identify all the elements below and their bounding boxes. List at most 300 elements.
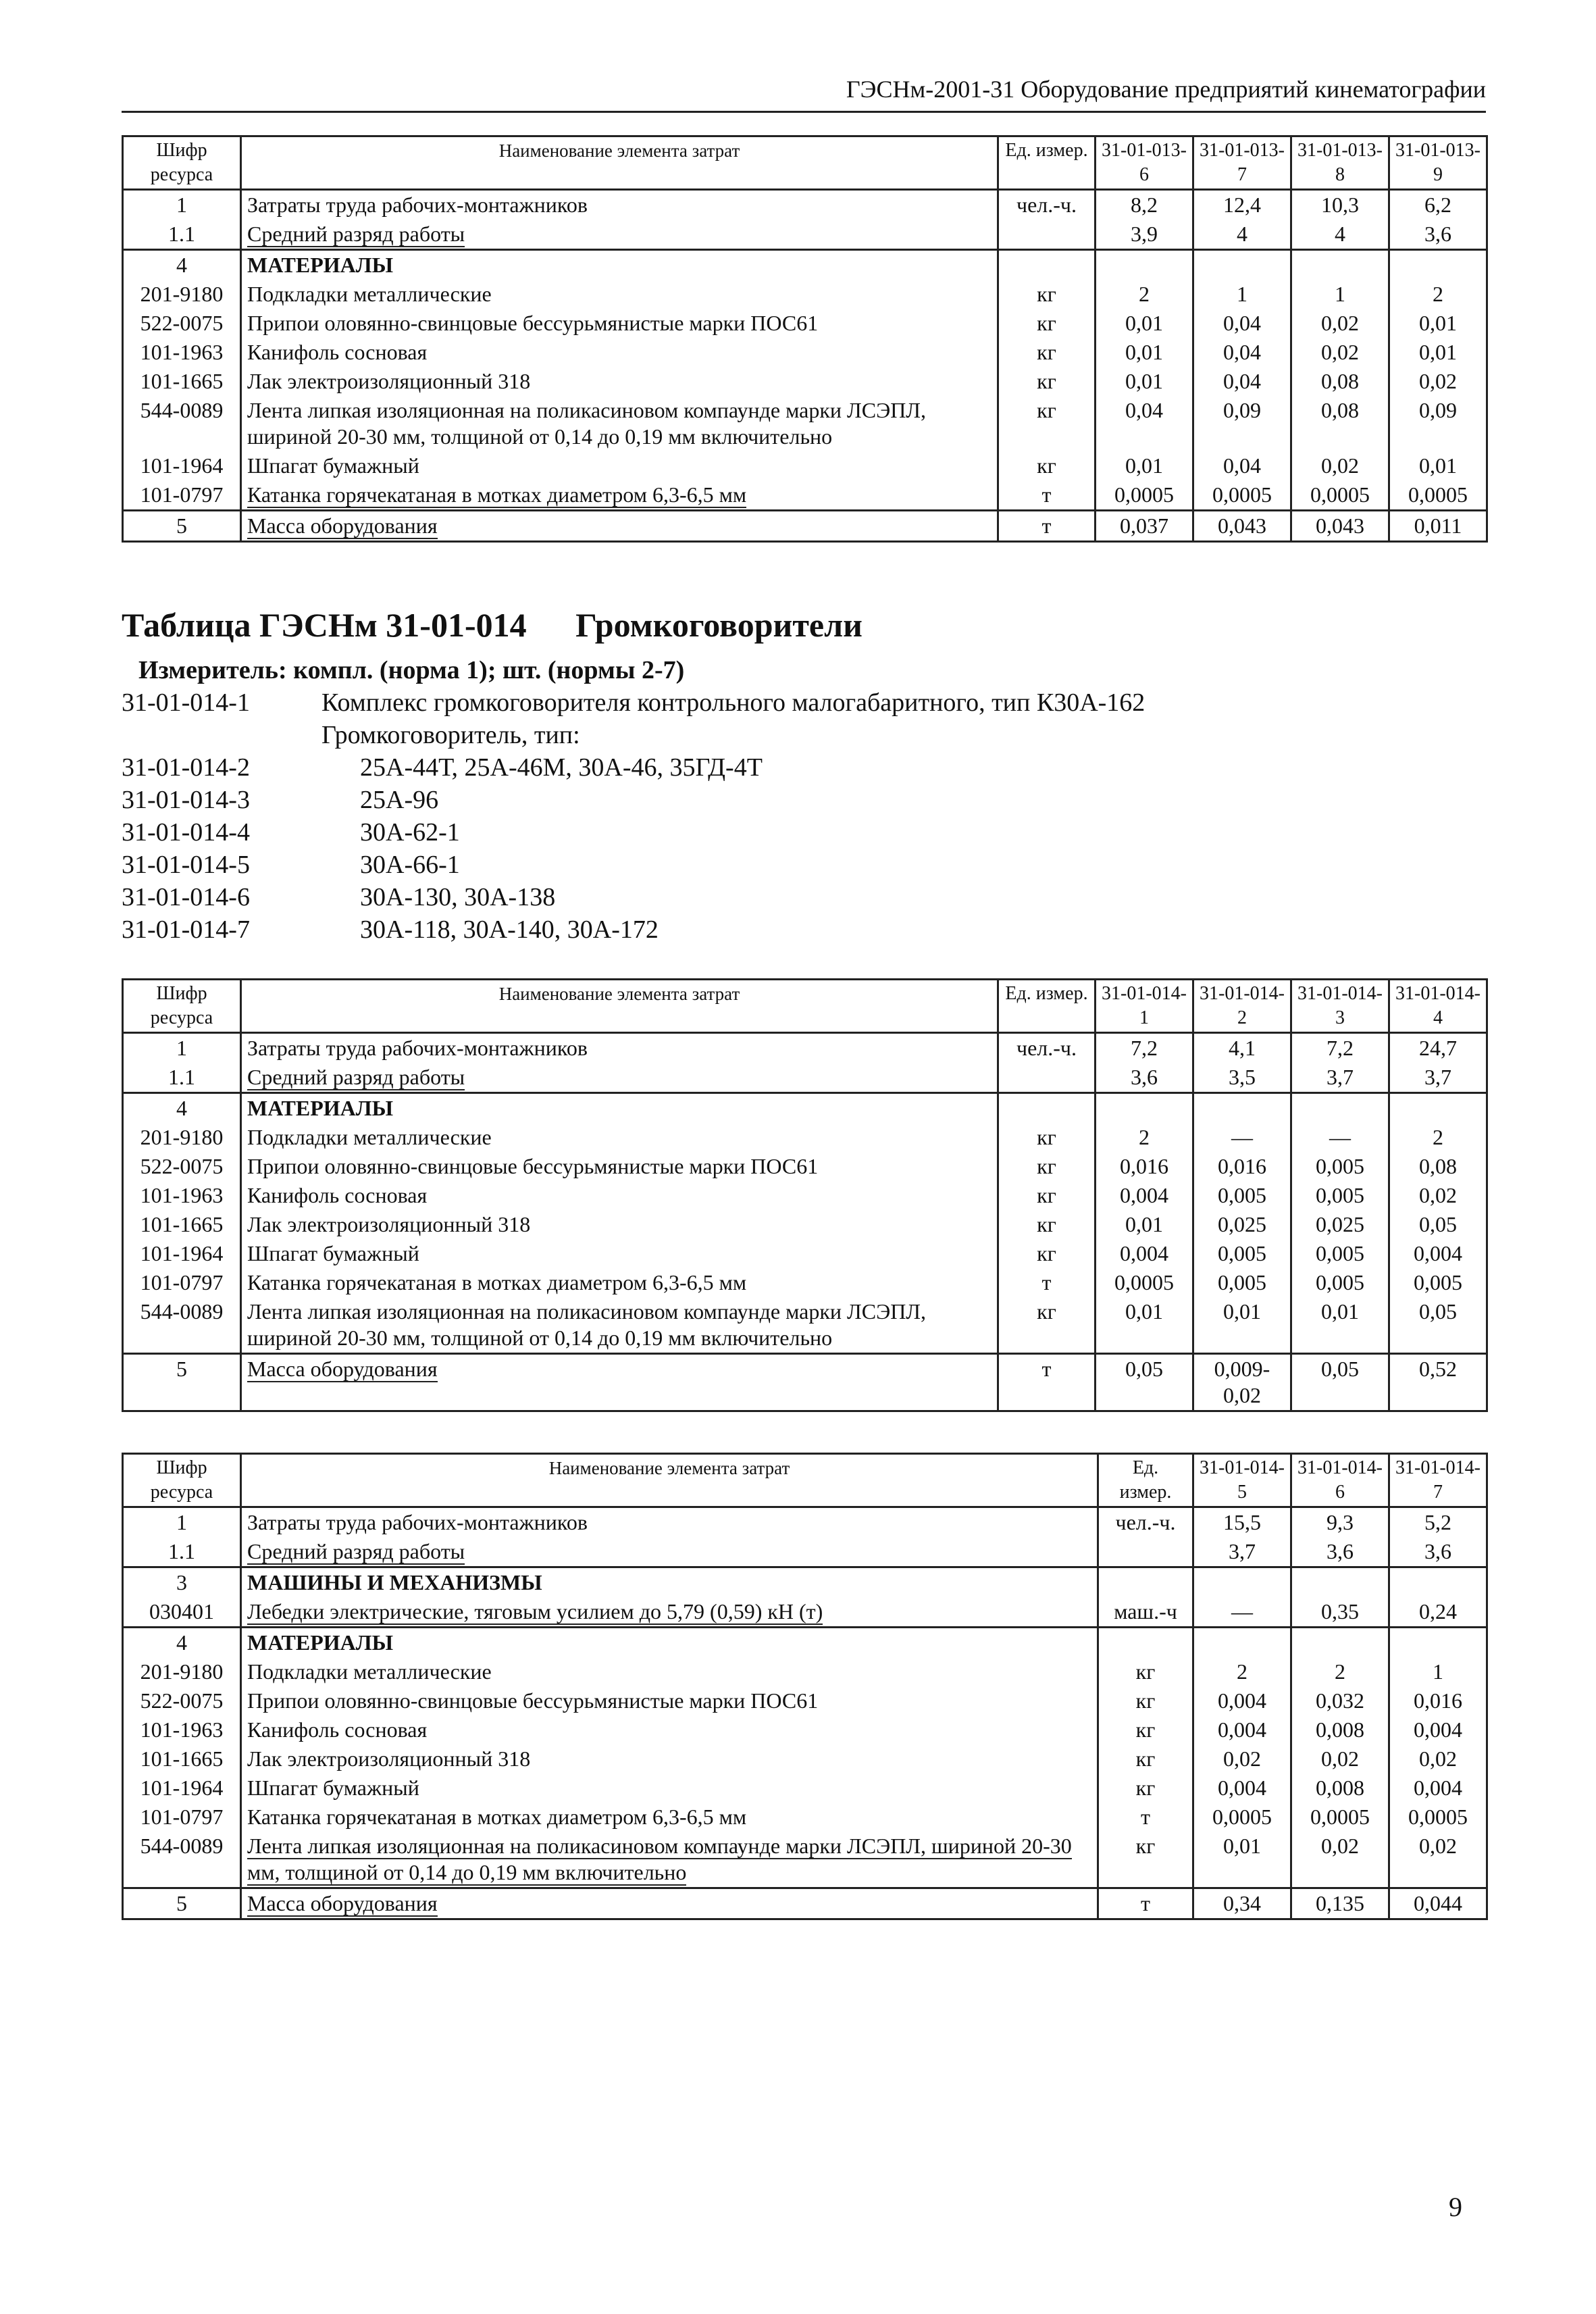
cell-value: 0,016: [1389, 1686, 1487, 1715]
cell-value: 0,52: [1389, 1354, 1487, 1411]
cell-unit: кг: [1098, 1657, 1193, 1686]
cell-value: 3,6: [1096, 1063, 1193, 1093]
cell-value: 4: [1291, 220, 1389, 250]
table-row: [123, 451, 1487, 480]
cell-code: 544-0089: [123, 1297, 241, 1354]
header-name: Наименование элемента затрат: [241, 980, 998, 1033]
cell-value: 2: [1389, 1123, 1487, 1152]
norm-description: 25А-44Т, 25А-46М, 30А-46, 35ГД-4Т: [360, 753, 763, 782]
cell-value: 0,01: [1096, 338, 1193, 367]
norm-description: Громкоговоритель, тип:: [321, 721, 580, 749]
cell-code: 101-1964: [123, 451, 241, 480]
cell-value: 0,01: [1096, 1210, 1193, 1239]
cell-value: [1291, 250, 1389, 280]
norm-code: 31-01-014-3: [122, 786, 250, 814]
cell-value: 9,3: [1291, 1507, 1389, 1538]
cell-value: 0,016: [1096, 1152, 1193, 1181]
norm-description: 30А-118, 30А-140, 30А-172: [360, 915, 659, 944]
cell-unit: т: [1098, 1803, 1193, 1832]
cell-value: 0,005: [1389, 1268, 1487, 1297]
cell-unit: чел.-ч.: [998, 190, 1096, 220]
table-row: [123, 1744, 1487, 1774]
table-row: [123, 1210, 1487, 1239]
cell-value: 0,02: [1291, 338, 1389, 367]
norm-description: Комплекс громкоговорителя контрольного малогабаритного, тип К30А-162: [321, 688, 1145, 717]
cell-value: 0,05: [1096, 1354, 1193, 1411]
cell-code: 522-0075: [123, 1152, 241, 1181]
cell-value: 0,005: [1193, 1268, 1291, 1297]
cell-name: Средний разряд работы: [241, 1537, 1098, 1567]
cell-name: Средний разряд работы: [241, 220, 998, 250]
cell-code: 5: [123, 1888, 241, 1919]
table-row: [123, 1597, 1487, 1628]
cell-name: Припои оловянно-свинцовые бессурьмянистые марки ПОС61: [241, 1152, 998, 1181]
table-row: [123, 1297, 1487, 1354]
cell-value: 0,005: [1291, 1239, 1389, 1268]
table-row: [123, 396, 1487, 451]
cell-unit: [1098, 1567, 1193, 1598]
cell-code: 101-1665: [123, 367, 241, 396]
cell-code: 522-0075: [123, 1686, 241, 1715]
cell-value: 0,34: [1193, 1888, 1291, 1919]
cell-value: 0,02: [1389, 1181, 1487, 1210]
table-title: [122, 603, 863, 647]
cell-code: 101-1963: [123, 338, 241, 367]
cell-code: 1.1: [123, 1063, 241, 1093]
cell-unit: [998, 1093, 1096, 1124]
cell-value: 0,005: [1291, 1152, 1389, 1181]
cell-code: 1: [123, 190, 241, 220]
cell-value: 0,04: [1096, 396, 1193, 451]
header-unit: Ед. измер.: [998, 980, 1096, 1033]
cell-value: 2: [1193, 1657, 1291, 1686]
cell-value: 0,004: [1389, 1715, 1487, 1744]
table-row: [123, 1354, 1487, 1411]
cell-value: 8,2: [1096, 190, 1193, 220]
table-row: [123, 1888, 1487, 1919]
cell-value: 4,1: [1193, 1033, 1291, 1063]
cell-unit: т: [998, 480, 1096, 511]
table-row: [123, 1832, 1487, 1888]
cell-value: 0,009-0,02: [1193, 1354, 1291, 1411]
cell-name: Лак электроизоляционный 318: [241, 1210, 998, 1239]
cell-unit: [1098, 1628, 1193, 1658]
cell-value: 0,0005: [1291, 1803, 1389, 1832]
cell-code: 1.1: [123, 220, 241, 250]
cell-value: —: [1193, 1123, 1291, 1152]
cell-value: 2: [1096, 1123, 1193, 1152]
cell-name: Лак электроизоляционный 318: [241, 1744, 1098, 1774]
header-name: Наименование элемента затрат: [241, 136, 998, 190]
cell-name: Канифоль сосновая: [241, 338, 998, 367]
cell-unit: кг: [998, 451, 1096, 480]
cell-value: 0,0005: [1389, 1803, 1487, 1832]
cell-value: 0,01: [1096, 367, 1193, 396]
cell-code: 101-0797: [123, 480, 241, 511]
cell-name: МАТЕРИАЛЫ: [241, 1093, 998, 1124]
cell-code: 4: [123, 1093, 241, 1124]
cell-code: 201-9180: [123, 280, 241, 309]
cell-value: 0,02: [1291, 451, 1389, 480]
cell-name: Масса оборудования: [241, 1354, 998, 1411]
cell-name: Затраты труда рабочих-монтажников: [241, 1507, 1098, 1538]
norm-item: [122, 686, 1472, 719]
cell-code: 201-9180: [123, 1123, 241, 1152]
cell-value: 0,0005: [1193, 1803, 1291, 1832]
cell-code: 4: [123, 250, 241, 280]
table-header-row: [123, 136, 1487, 190]
cell-value: 0,004: [1389, 1239, 1487, 1268]
table-name: Громкоговорители: [575, 606, 863, 644]
cell-unit: кг: [998, 396, 1096, 451]
cell-unit: т: [1098, 1888, 1193, 1919]
cell-value: 0,01: [1096, 309, 1193, 338]
table-number: Таблица ГЭСНм 31-01-014: [122, 606, 527, 644]
cell-value: 0,004: [1389, 1774, 1487, 1803]
cell-value: 0,01: [1193, 1297, 1291, 1354]
cell-value: 0,005: [1291, 1268, 1389, 1297]
cell-value: 0,025: [1291, 1210, 1389, 1239]
cell-unit: кг: [1098, 1744, 1193, 1774]
cell-code: 4: [123, 1628, 241, 1658]
cell-value: 5,2: [1389, 1507, 1487, 1538]
cell-value: 0,0005: [1193, 480, 1291, 511]
cell-code: 101-1963: [123, 1715, 241, 1744]
cell-value: 0,008: [1291, 1715, 1389, 1744]
cell-value: 0,025: [1193, 1210, 1291, 1239]
table-row: [123, 1567, 1487, 1598]
cell-value: 4: [1193, 220, 1291, 250]
table-row: [123, 1268, 1487, 1297]
norm-code: 31-01-014-2: [122, 753, 250, 782]
cell-unit: [998, 250, 1096, 280]
cell-name: Шпагат бумажный: [241, 451, 998, 480]
cell-unit: [1098, 1537, 1193, 1567]
cell-code: 1: [123, 1033, 241, 1063]
norm-list: [122, 686, 1472, 946]
table-row: [123, 190, 1487, 220]
cell-value: 2: [1291, 1657, 1389, 1686]
norm-description: 30А-66-1: [360, 851, 460, 879]
cell-value: 0,04: [1193, 367, 1291, 396]
cell-name: Катанка горячекатаная в мотках диаметром 6,3-6,5 мм: [241, 1268, 998, 1297]
cell-unit: маш.-ч: [1098, 1597, 1193, 1628]
cell-code: 101-1964: [123, 1774, 241, 1803]
cell-unit: чел.-ч.: [1098, 1507, 1193, 1538]
cell-value: 0,004: [1193, 1774, 1291, 1803]
cell-value: 0,01: [1096, 451, 1193, 480]
cell-name: Лента липкая изоляционная на поликасиновом компаунде марки ЛСЭПЛ, шириной 20-30 мм, толщиной от 0,14 до 0,19 мм включительно: [241, 396, 998, 451]
cell-value: 0,032: [1291, 1686, 1389, 1715]
cell-name: Подкладки металлические: [241, 1657, 1098, 1686]
cell-value: 0,043: [1193, 511, 1291, 542]
table-row: [123, 1774, 1487, 1803]
cell-value: 24,7: [1389, 1033, 1487, 1063]
cell-value: 1: [1193, 280, 1291, 309]
table-header-row: [123, 1454, 1487, 1507]
cell-unit: кг: [998, 1297, 1096, 1354]
norm-description: 25А-96: [360, 786, 439, 814]
cell-name: МАТЕРИАЛЫ: [241, 250, 998, 280]
header-norm: 31-01-014-4: [1389, 980, 1487, 1033]
cell-value: 0,043: [1291, 511, 1389, 542]
header-norm: 31-01-014-7: [1389, 1454, 1487, 1507]
norm-code: 31-01-014-1: [122, 688, 250, 717]
cell-value: 0,0005: [1096, 1268, 1193, 1297]
cell-name: МАШИНЫ И МЕХАНИЗМЫ: [241, 1567, 1098, 1598]
cell-unit: кг: [998, 1123, 1096, 1152]
cell-value: 0,02: [1291, 1832, 1389, 1888]
cell-value: 3,6: [1389, 1537, 1487, 1567]
cell-value: [1193, 250, 1291, 280]
cell-value: [1096, 250, 1193, 280]
cell-value: 3,7: [1291, 1063, 1389, 1093]
table-row: [123, 1152, 1487, 1181]
cell-value: 0,011: [1389, 511, 1487, 542]
cell-name: Канифоль сосновая: [241, 1181, 998, 1210]
cell-value: 10,3: [1291, 190, 1389, 220]
header-code: Шифр ресурса: [123, 980, 241, 1033]
cell-code: 1: [123, 1507, 241, 1538]
cell-value: 0,005: [1193, 1181, 1291, 1210]
cell-value: 7,2: [1096, 1033, 1193, 1063]
norm-item: [122, 719, 1472, 751]
cell-unit: кг: [998, 1152, 1096, 1181]
cell-value: [1096, 1093, 1193, 1124]
cell-code: 201-9180: [123, 1657, 241, 1686]
table-row: [123, 220, 1487, 250]
cell-value: [1193, 1567, 1291, 1598]
norm-code: 31-01-014-4: [122, 818, 250, 847]
cell-name: Средний разряд работы: [241, 1063, 998, 1093]
cell-value: 0,0005: [1096, 480, 1193, 511]
page-header: [122, 73, 1486, 113]
cell-name: Масса оборудования: [241, 1888, 1098, 1919]
cell-unit: кг: [998, 1181, 1096, 1210]
cell-value: 0,08: [1389, 1152, 1487, 1181]
cell-value: 0,01: [1389, 451, 1487, 480]
table-row: [123, 280, 1487, 309]
cost-table-014-b: [122, 1453, 1488, 1920]
cell-value: 0,01: [1389, 309, 1487, 338]
cell-value: 2: [1389, 280, 1487, 309]
table-row: [123, 1657, 1487, 1686]
cost-table-014-a: [122, 978, 1488, 1412]
header-norm: 31-01-013-9: [1389, 136, 1487, 190]
cell-value: 12,4: [1193, 190, 1291, 220]
cell-value: 0,01: [1291, 1297, 1389, 1354]
norm-item: [122, 881, 1472, 913]
cell-name: Шпагат бумажный: [241, 1239, 998, 1268]
cell-value: 0,005: [1291, 1181, 1389, 1210]
cell-name: МАТЕРИАЛЫ: [241, 1628, 1098, 1658]
table-row: [123, 1063, 1487, 1093]
cell-name: Припои оловянно-свинцовые бессурьмянистые марки ПОС61: [241, 309, 998, 338]
norm-description: 30А-62-1: [360, 818, 460, 847]
cell-value: 0,004: [1096, 1181, 1193, 1210]
cell-value: 3,7: [1193, 1537, 1291, 1567]
cell-name: Подкладки металлические: [241, 1123, 998, 1152]
table-row: [123, 1239, 1487, 1268]
table-row: [123, 511, 1487, 542]
cell-name: Лак электроизоляционный 318: [241, 367, 998, 396]
cell-value: 0,044: [1389, 1888, 1487, 1919]
cell-value: 3,6: [1389, 220, 1487, 250]
cell-value: —: [1291, 1123, 1389, 1152]
cell-unit: [998, 1063, 1096, 1093]
cell-value: [1193, 1628, 1291, 1658]
cell-value: 0,004: [1193, 1686, 1291, 1715]
cell-value: 0,0005: [1389, 480, 1487, 511]
table-row: [123, 1093, 1487, 1124]
cell-name: Канифоль сосновая: [241, 1715, 1098, 1744]
cell-value: 0,01: [1096, 1297, 1193, 1354]
cell-value: [1193, 1093, 1291, 1124]
header-norm: 31-01-014-3: [1291, 980, 1389, 1033]
cell-unit: кг: [1098, 1715, 1193, 1744]
cell-name: Припои оловянно-свинцовые бессурьмянистые марки ПОС61: [241, 1686, 1098, 1715]
cell-value: 0,24: [1389, 1597, 1487, 1628]
cell-value: 0,05: [1389, 1210, 1487, 1239]
cell-value: 3,5: [1193, 1063, 1291, 1093]
header-norm: 31-01-014-6: [1291, 1454, 1389, 1507]
cell-value: 0,02: [1291, 309, 1389, 338]
cell-value: [1389, 1567, 1487, 1598]
cell-code: 3: [123, 1567, 241, 1598]
cell-value: 0,02: [1291, 1744, 1389, 1774]
cell-name: Затраты труда рабочих-монтажников: [241, 1033, 998, 1063]
cell-value: 0,09: [1193, 396, 1291, 451]
cell-value: 0,02: [1389, 1744, 1487, 1774]
cell-code: 101-0797: [123, 1268, 241, 1297]
table-row: [123, 309, 1487, 338]
cell-name: Катанка горячекатаная в мотках диаметром 6,3-6,5 мм: [241, 1803, 1098, 1832]
cell-value: —: [1193, 1597, 1291, 1628]
cell-value: 0,35: [1291, 1597, 1389, 1628]
cell-name: Затраты труда рабочих-монтажников: [241, 190, 998, 220]
table-row: [123, 338, 1487, 367]
cell-name: Лента липкая изоляционная на поликасиновом компаунде марки ЛСЭПЛ, шириной 20-30 мм, толщиной от 0,14 до 0,19 мм включительно: [241, 1832, 1098, 1888]
cell-code: 5: [123, 1354, 241, 1411]
cell-value: 15,5: [1193, 1507, 1291, 1538]
cell-value: 0,02: [1193, 1744, 1291, 1774]
table-row: [123, 1686, 1487, 1715]
cell-name: Лента липкая изоляционная на поликасиновом компаунде марки ЛСЭПЛ, шириной 20-30 мм, толщиной от 0,14 до 0,19 мм включительно: [241, 1297, 998, 1354]
cell-code: 101-1665: [123, 1744, 241, 1774]
table-row: [123, 1033, 1487, 1063]
page-number: 9: [1449, 2192, 1462, 2222]
cell-value: 0,02: [1389, 1832, 1487, 1888]
cell-value: 0,04: [1193, 451, 1291, 480]
cell-code: 101-1665: [123, 1210, 241, 1239]
cell-value: 0,08: [1291, 367, 1389, 396]
header-unit: Ед. измер.: [998, 136, 1096, 190]
cell-value: 0,05: [1291, 1354, 1389, 1411]
cell-value: 2: [1096, 280, 1193, 309]
cell-value: 0,037: [1096, 511, 1193, 542]
cell-name: Шпагат бумажный: [241, 1774, 1098, 1803]
cell-value: 0,08: [1291, 396, 1389, 451]
cell-name: Катанка горячекатаная в мотках диаметром 6,3-6,5 мм: [241, 480, 998, 511]
cell-value: 1: [1389, 1657, 1487, 1686]
header-name: Наименование элемента затрат: [241, 1454, 1098, 1507]
header-norm: 31-01-014-2: [1193, 980, 1291, 1033]
cell-value: 0,01: [1389, 338, 1487, 367]
cell-value: 0,016: [1193, 1152, 1291, 1181]
cell-value: 0,01: [1193, 1832, 1291, 1888]
cell-code: 544-0089: [123, 1832, 241, 1888]
header-norm: 31-01-013-8: [1291, 136, 1389, 190]
cell-unit: чел.-ч.: [998, 1033, 1096, 1063]
cell-value: 0,04: [1193, 338, 1291, 367]
norm-code: 31-01-014-5: [122, 851, 250, 879]
cell-unit: т: [998, 511, 1096, 542]
cell-value: [1291, 1093, 1389, 1124]
cell-value: [1389, 1628, 1487, 1658]
table-row: [123, 250, 1487, 280]
norm-item: [122, 849, 1472, 881]
cell-unit: т: [998, 1268, 1096, 1297]
cell-value: 0,05: [1389, 1297, 1487, 1354]
cell-value: 0,135: [1291, 1888, 1389, 1919]
table-row: [123, 1507, 1487, 1538]
cell-value: 0,02: [1389, 367, 1487, 396]
measurer: Измеритель: компл. (норма 1); шт. (нормы 2-7): [138, 656, 685, 684]
cell-value: 0,09: [1389, 396, 1487, 451]
table-row: [123, 1803, 1487, 1832]
running-title: ГЭСНм-2001-31 Оборудование предприятий кинематографии: [846, 76, 1486, 103]
cell-unit: кг: [998, 338, 1096, 367]
cell-unit: кг: [1098, 1832, 1193, 1888]
cell-code: 101-1964: [123, 1239, 241, 1268]
header-norm: 31-01-013-7: [1193, 136, 1291, 190]
header-norm: 31-01-013-6: [1096, 136, 1193, 190]
cell-code: 5: [123, 511, 241, 542]
cell-value: [1291, 1567, 1389, 1598]
table-row: [123, 480, 1487, 511]
norm-item: [122, 784, 1472, 816]
header-unit: Ед. измер.: [1098, 1454, 1193, 1507]
table-row: [123, 1628, 1487, 1658]
cell-code: 544-0089: [123, 396, 241, 451]
table-row: [123, 367, 1487, 396]
norm-item: [122, 751, 1472, 784]
header-code: Шифр ресурса: [123, 1454, 241, 1507]
cell-value: 3,6: [1291, 1537, 1389, 1567]
table-row: [123, 1715, 1487, 1744]
cell-unit: кг: [1098, 1774, 1193, 1803]
norm-item: [122, 913, 1472, 946]
cell-name: Подкладки металлические: [241, 280, 998, 309]
table-row: [123, 1537, 1487, 1567]
norm-code: 31-01-014-6: [122, 883, 250, 911]
table-row: [123, 1123, 1487, 1152]
cell-unit: т: [998, 1354, 1096, 1411]
cell-value: 0,004: [1096, 1239, 1193, 1268]
cell-name: Лебедки электрические, тяговым усилием до 5,79 (0,59) кН (т): [241, 1597, 1098, 1628]
cell-unit: [998, 220, 1096, 250]
cell-code: 101-0797: [123, 1803, 241, 1832]
cell-value: 3,7: [1389, 1063, 1487, 1093]
norm-code: 31-01-014-7: [122, 915, 250, 944]
header-code: Шифр ресурса: [123, 136, 241, 190]
cell-value: [1291, 1628, 1389, 1658]
cell-value: 1: [1291, 280, 1389, 309]
cell-code: 522-0075: [123, 309, 241, 338]
cell-unit: кг: [998, 280, 1096, 309]
norm-item: [122, 816, 1472, 849]
cell-value: [1389, 250, 1487, 280]
